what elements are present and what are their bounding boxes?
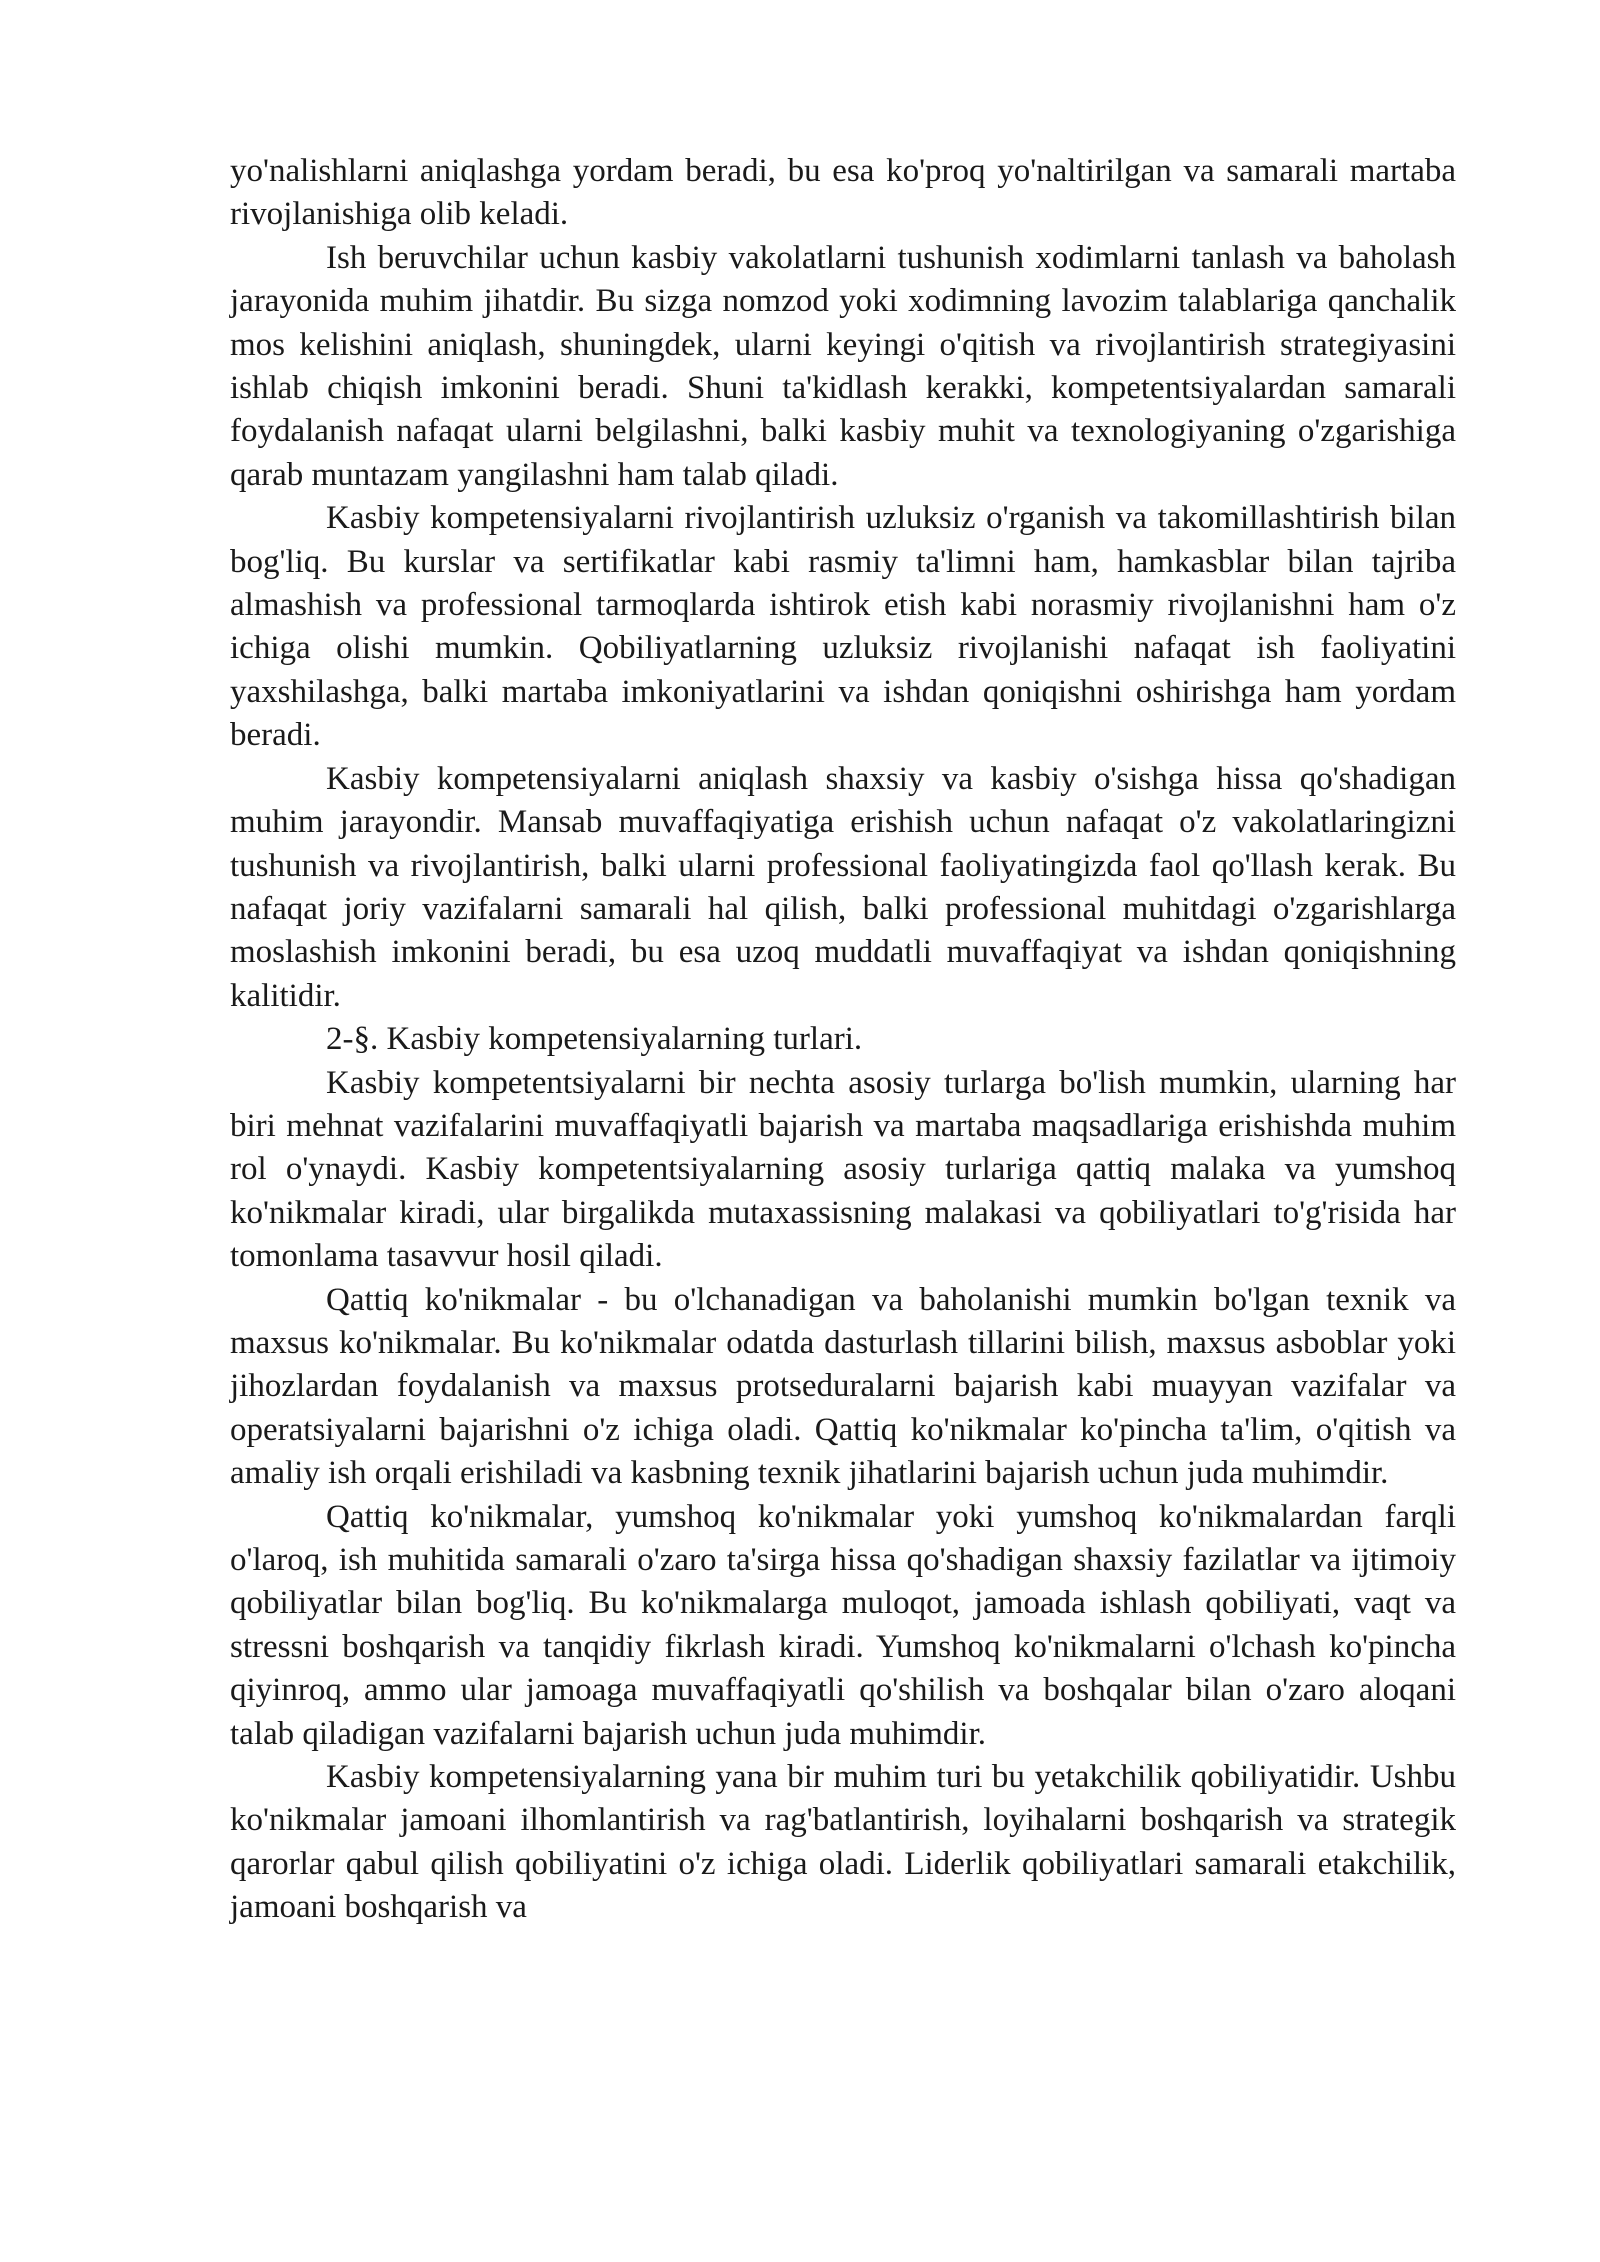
paragraph-hard-skills: Qattiq ko'nikmalar - bu o'lchanadigan va baholanishi mumkin bo'lgan texnik va maxsus ko'nikmalar. Bu ko'nikmalar odatda dasturlash tillarini bilish, maxsus asboblar yoki jihozlardan foydalanish va maxsus protseduralarni bajarish kabi muayyan vazifalar va operatsiyalarni bajarishni o'z ichiga oladi. Qattiq ko'nikmalar ko'pincha ta'lim, o'qitish va amaliy ish orqali erishiladi va kasbning texnik jihatlarini bajarish uchun juda muhimdir.: [230, 1281, 1456, 1492]
document-page: [230, 150, 1456, 1930]
paragraph-leadership: Kasbiy kompetensiyalarning yana bir muhim turi bu yetakchilik qobiliyatidir. Ushbu ko'nikmalar jamoani ilhomlantirish va rag'batlantirish, loyihalarni boshqarish va strategik qarorlar qabul qilish qobiliyatini o'z ichiga oladi. Liderlik qobiliyatlari samarali etakchilik, jamoani boshqarish va: [230, 1759, 1456, 1926]
paragraph-identification: Kasbiy kompetensiyalarni aniqlash shaxsiy va kasbiy o'sishga hissa qo'shadigan muhim jarayondir. Mansab muvaffaqiyatiga erishish uchun nafaqat o'z vakolatlaringizni tushunish va rivojlantirish, balki ularni professional faoliyatingizda faol qo'llash kerak. Bu nafaqat joriy vazifalarni samarali hal qilish, balki professional muhitdagi o'zgarishlarga moslashish imkonini beradi, bu esa uzoq muddatli muvaffaqiyat va ishdan qoniqishning kalitidir.: [230, 760, 1456, 1014]
paragraph-development: Kasbiy kompetensiyalarni rivojlantirish uzluksiz o'rganish va takomillashtirish bilan bog'liq. Bu kurslar va sertifikatlar kabi rasmiy ta'limni ham, hamkasblar bilan tajriba almashish va professional tarmoqlarda ishtirok etish kabi norasmiy rivojlanishni ham o'z ichiga olishi mumkin. Qobiliyatlarning uzluksiz rivojlanishi nafaqat ish faoliyatini yaxshilashga, balki martaba imkoniyatlarini va ishdan qoniqishni oshirishga ham yordam beradi.: [230, 500, 1456, 754]
paragraph-soft-skills: Qattiq ko'nikmalar, yumshoq ko'nikmalar yoki yumshoq ko'nikmalardan farqli o'laroq, ish muhitida samarali o'zaro ta'sirga hissa qo'shadigan shaxsiy fazilatlar va ijtimoiy qobiliyatlar bilan bog'liq. Bu ko'nikmalarga muloqot, jamoada ishlash qobiliyati, vaqt va stressni boshqarish va tanqidiy fikrlash kiradi. Yumshoq ko'nikmalarni o'lchash ko'pincha qiyinroq, ammo ular jamoaga muvaffaqiyatli qo'shilish va boshqalar bilan o'zaro aloqani talab qiladigan vazifalarni bajarish uchun juda muhimdir.: [230, 1498, 1456, 1752]
paragraph-continuation: yo'nalishlarni aniqlashga yordam beradi, bu esa ko'proq yo'naltirilgan va samarali martaba rivojlanishiga olib keladi.: [230, 153, 1456, 233]
paragraph-employers: Ish beruvchilar uchun kasbiy vakolatlarni tushunish xodimlarni tanlash va baholash jarayonida muhim jihatdir. Bu sizga nomzod yoki xodimning lavozim talablariga qanchalik mos kelishini aniqlash, shuningdek, ularni keyingi o'qitish va rivojlantirish strategiyasini ishlab chiqish imkonini beradi. Shuni ta'kidlash kerakki, kompetentsiyalardan samarali foydalanish nafaqat ularni belgilashni, balki kasbiy muhit va texnologiyaning o'zgarishiga qarab muntazam yangilashni ham talab qiladi.: [230, 239, 1456, 493]
section-heading: 2-§. Kasbiy kompetensiyalarning turlari.: [326, 1021, 863, 1058]
paragraph-types: Kasbiy kompetentsiyalarni bir nechta asosiy turlarga bo'lish mumkin, ularning har biri mehnat vazifalarini muvaffaqiyatli bajarish va martaba maqsadlariga erishishda muhim rol o'ynaydi. Kasbiy kompetentsiyalarning asosiy turlariga qattiq malaka va yumshoq ko'nikmalar kiradi, ular birgalikda mutaxassisning malakasi va qobiliyatlari to'g'risida har tomonlama tasavvur hosil qiladi.: [230, 1064, 1456, 1275]
